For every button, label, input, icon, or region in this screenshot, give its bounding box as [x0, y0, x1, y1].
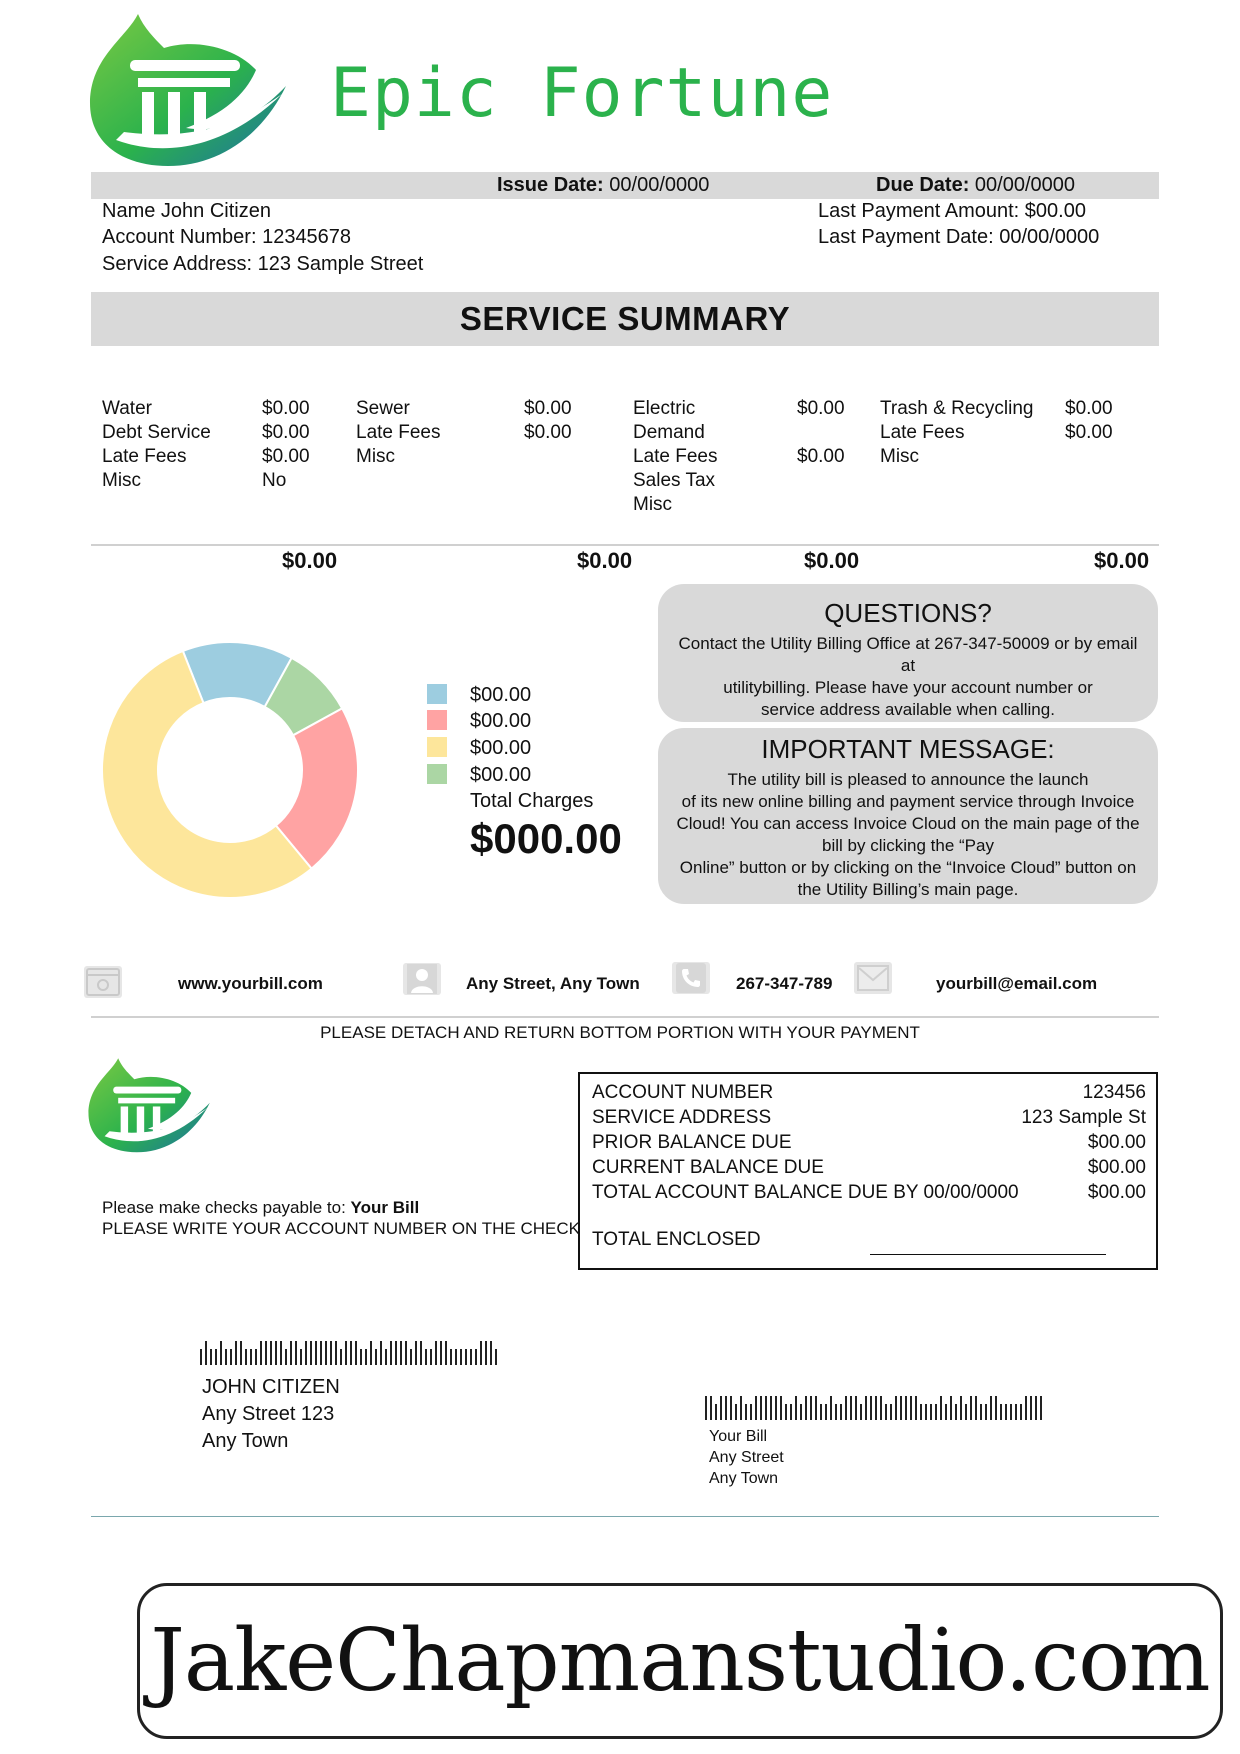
barcode-bar: [240, 1341, 242, 1365]
remit-row: [592, 1130, 1146, 1155]
barcode-bar: [1010, 1404, 1012, 1420]
customer-name: Name John Citizen: [102, 200, 271, 222]
remit-row: [592, 1180, 1146, 1205]
remit-row: [592, 1105, 1146, 1130]
important-line: the Utility Billing’s main page.: [797, 880, 1019, 899]
account-instruction: PLEASE WRITE YOUR ACCOUNT NUMBER ON THE CHECK: [102, 1219, 580, 1238]
barcode-bar: [860, 1404, 862, 1420]
contact-phone: 267-347-789: [736, 974, 833, 993]
watermark-text: JakeChapmanstudio.com: [150, 1611, 1210, 1711]
svc-label: Misc: [633, 494, 673, 515]
return-to-name: Your Bill: [709, 1428, 768, 1445]
barcode-bar: [850, 1396, 852, 1420]
barcode-bar: [270, 1341, 272, 1365]
legend-value: $00.00: [470, 710, 532, 732]
barcode-bar: [805, 1396, 807, 1420]
barcode-bar: [445, 1341, 447, 1365]
total-charges-amount: $000.00: [470, 815, 622, 862]
barcode-bar: [320, 1341, 322, 1365]
barcode-bar: [325, 1341, 327, 1365]
barcode-bar: [810, 1396, 812, 1420]
barcode-bar: [905, 1396, 907, 1420]
svc-value: $0.00: [262, 422, 310, 443]
service-summary-header: [91, 292, 1159, 346]
important-line: The utility bill is pleased to announce the launch: [727, 770, 1089, 789]
questions-title: QUESTIONS?: [824, 598, 992, 628]
barcode-bar: [965, 1404, 967, 1420]
remit-label: SERVICE ADDRESS: [592, 1107, 772, 1128]
barcode-bar: [825, 1404, 827, 1420]
remit-value: $00.00: [1087, 1132, 1146, 1153]
barcode-bar: [715, 1404, 717, 1420]
barcode-bar: [1000, 1404, 1002, 1420]
barcode-bar: [950, 1396, 952, 1420]
payable-prefix: Please make checks payable to:: [102, 1198, 351, 1217]
barcode-bar: [970, 1396, 972, 1420]
remit-label: ACCOUNT NUMBER: [592, 1082, 774, 1103]
barcode-bar: [315, 1341, 317, 1365]
svc-label: Electric: [633, 398, 696, 419]
barcode-bar: [745, 1404, 747, 1420]
service-address: Service Address: 123 Sample Street: [102, 253, 424, 275]
last-payment-date: Last Payment Date: 00/00/0000: [818, 226, 1100, 248]
svc-label: Misc: [880, 446, 920, 467]
legend-value: $00.00: [470, 737, 532, 759]
barcode-bar: [280, 1341, 282, 1365]
svc-label: Misc: [102, 470, 142, 491]
remit-label: TOTAL ACCOUNT BALANCE DUE BY 00/00/0000: [592, 1182, 1019, 1203]
barcode-bar: [1030, 1396, 1032, 1420]
svc-label: Late Fees: [880, 422, 965, 443]
important-line: Cloud! You can access Invoice Cloud on the main page of the: [676, 814, 1140, 833]
barcode-bar: [260, 1341, 262, 1365]
barcode-bar: [435, 1341, 437, 1365]
barcode-bar: [220, 1341, 222, 1365]
questions-line: utilitybilling. Please have your account number or: [723, 678, 1093, 697]
barcode-bar: [205, 1341, 207, 1365]
phone-icon: [672, 962, 710, 994]
barcode-bar: [235, 1341, 237, 1365]
questions-box: [658, 584, 1158, 722]
barcode-bar: [230, 1349, 232, 1365]
barcode-bar: [765, 1396, 767, 1420]
donut-svg: [96, 636, 364, 904]
barcode-bar: [455, 1349, 457, 1365]
svc-value: No: [262, 470, 287, 491]
svc-label: Late Fees: [356, 422, 441, 443]
return-to-barcode: [705, 1396, 1045, 1425]
barcode-icon: [705, 1396, 1045, 1420]
barcode-bar: [470, 1349, 472, 1365]
barcode-bar: [475, 1349, 477, 1365]
payable-payee: Your Bill: [350, 1198, 420, 1217]
barcode-bar: [885, 1404, 887, 1420]
questions-line: Contact the Utility Billing Office at 267-347-50009 or by email at: [678, 634, 1138, 675]
mail-to-street: Any Street 123: [202, 1403, 335, 1425]
summary-divider: [91, 544, 1159, 546]
barcode-bar: [955, 1404, 957, 1420]
return-to-street: Any Street: [709, 1449, 784, 1466]
barcode-bar: [450, 1349, 452, 1365]
barcode-bar: [1025, 1396, 1027, 1420]
barcode-bar: [420, 1341, 422, 1365]
contact-address: Any Street, Any Town: [466, 974, 640, 993]
barcode-bar: [1040, 1396, 1042, 1420]
barcode-bar: [760, 1396, 762, 1420]
barcode-bar: [995, 1396, 997, 1420]
barcode-bar: [795, 1396, 797, 1420]
barcode-bar: [750, 1404, 752, 1420]
barcode-bar: [1005, 1404, 1007, 1420]
important-title: IMPORTANT MESSAGE:: [761, 734, 1055, 764]
barcode-bar: [430, 1349, 432, 1365]
barcode-bar: [740, 1396, 742, 1420]
subtotal-sewer: $0.00: [577, 548, 633, 573]
barcode-bar: [780, 1396, 782, 1420]
svc-value: $0.00: [524, 422, 572, 443]
barcode-bar: [375, 1349, 377, 1365]
barcode-bar: [480, 1341, 482, 1365]
barcode-bar: [785, 1404, 787, 1420]
svc-label: Water: [102, 398, 152, 419]
legend-swatch: [427, 737, 447, 757]
barcode-bar: [365, 1349, 367, 1365]
barcode-bar: [495, 1349, 497, 1365]
barcode-bar: [880, 1396, 882, 1420]
important-line: Online” button or by clicking on the “Invoice Cloud” button on: [679, 858, 1137, 877]
barcode-bar: [275, 1341, 277, 1365]
barcode-bar: [335, 1341, 337, 1365]
barcode-bar: [395, 1341, 397, 1365]
barcode-bar: [245, 1349, 247, 1365]
barcode-bar: [385, 1349, 387, 1365]
barcode-bar: [370, 1341, 372, 1365]
barcode-bar: [875, 1396, 877, 1420]
barcode-bar: [730, 1396, 732, 1420]
barcode-bar: [980, 1404, 982, 1420]
barcode-bar: [1015, 1404, 1017, 1420]
barcode-bar: [305, 1341, 307, 1365]
barcode-bar: [990, 1396, 992, 1420]
barcode-bar: [210, 1349, 212, 1365]
svc-label: Sales Tax: [633, 470, 716, 491]
remit-label: PRIOR BALANCE DUE: [592, 1132, 792, 1153]
svc-label: Sewer: [356, 398, 410, 419]
barcode-bar: [710, 1396, 712, 1420]
return-to-town: Any Town: [709, 1470, 779, 1487]
svc-value: $0.00: [1065, 422, 1113, 443]
barcode-icon: [200, 1341, 500, 1365]
barcode-bar: [425, 1349, 427, 1365]
svc-value: $0.00: [797, 446, 845, 467]
legend-value: $00.00: [470, 684, 532, 706]
barcode-bar: [870, 1396, 872, 1420]
barcode-bar: [945, 1404, 947, 1420]
barcode-bar: [295, 1341, 297, 1365]
barcode-bar: [250, 1349, 252, 1365]
barcode-bar: [215, 1349, 217, 1365]
barcode-bar: [815, 1396, 817, 1420]
remittance-logo: [86, 1054, 216, 1154]
barcode-bar: [895, 1396, 897, 1420]
barcode-bar: [800, 1404, 802, 1420]
footer-divider: [91, 1516, 1159, 1517]
subtotal-electric: $0.00: [804, 548, 860, 573]
barcode-bar: [735, 1404, 737, 1420]
barcode-bar: [910, 1396, 912, 1420]
legend-swatch: [427, 764, 447, 784]
barcode-bar: [830, 1396, 832, 1420]
contact-website: www.yourbill.com: [178, 974, 323, 993]
barcode-bar: [390, 1341, 392, 1365]
barcode-bar: [340, 1349, 342, 1365]
barcode-bar: [345, 1341, 347, 1365]
barcode-bar: [835, 1404, 837, 1420]
account-number: Account Number: 12345678: [102, 226, 352, 248]
barcode-bar: [200, 1349, 202, 1365]
questions-body: [658, 633, 1158, 721]
barcode-bar: [845, 1396, 847, 1420]
barcode-bar: [1020, 1404, 1022, 1420]
svc-label: Misc: [356, 446, 396, 467]
barcode-bar: [840, 1404, 842, 1420]
barcode-bar: [855, 1396, 857, 1420]
due-date-label: Due Date:: [876, 174, 970, 196]
barcode-bar: [415, 1341, 417, 1365]
remit-row: [592, 1080, 1146, 1105]
mail-to-town: Any Town: [202, 1430, 289, 1452]
barcode-bar: [285, 1349, 287, 1365]
barcode-bar: [485, 1341, 487, 1365]
barcode-bar: [790, 1404, 792, 1420]
svc-value: $0.00: [524, 398, 572, 419]
svc-value: $0.00: [262, 446, 310, 467]
barcode-bar: [330, 1341, 332, 1365]
brand-name: Epic Fortune: [330, 54, 834, 133]
barcode-bar: [985, 1404, 987, 1420]
questions-line: service address available when calling.: [761, 700, 1055, 719]
remit-value: 123 Sample St: [1021, 1107, 1146, 1128]
leaf-pillar-logo-icon: [86, 1054, 216, 1154]
remit-value: $00.00: [1087, 1182, 1146, 1203]
barcode-bar: [360, 1349, 362, 1365]
remit-value: $00.00: [1087, 1157, 1146, 1178]
barcode-bar: [490, 1341, 492, 1365]
important-message-box: [658, 728, 1158, 904]
barcode-bar: [380, 1341, 382, 1365]
legend-value: $00.00: [470, 764, 532, 786]
svc-label: Late Fees: [102, 446, 187, 467]
barcode-bar: [410, 1349, 412, 1365]
barcode-bar: [925, 1404, 927, 1420]
barcode-bar: [960, 1396, 962, 1420]
barcode-bar: [900, 1396, 902, 1420]
svc-value: $0.00: [262, 398, 310, 419]
svc-label: Demand: [633, 422, 705, 443]
svc-value: $0.00: [1065, 398, 1113, 419]
browser-icon: [84, 966, 122, 998]
remit-row: [592, 1155, 1146, 1180]
total-charges-label: Total Charges: [470, 790, 594, 812]
barcode-bar: [920, 1404, 922, 1420]
barcode-bar: [300, 1349, 302, 1365]
barcode-bar: [350, 1341, 352, 1365]
barcode-bar: [890, 1404, 892, 1420]
important-line: bill by clicking the “Pay: [822, 836, 994, 855]
payable-line: [102, 1198, 419, 1218]
remittance-box: [578, 1072, 1158, 1270]
charges-donut-chart: [96, 636, 364, 904]
mail-icon: [854, 962, 892, 994]
barcode-bar: [440, 1341, 442, 1365]
barcode-bar: [865, 1396, 867, 1420]
issue-date-value: 00/00/0000: [609, 174, 710, 196]
total-enclosed-field[interactable]: [870, 1254, 1106, 1255]
barcode-bar: [225, 1349, 227, 1365]
barcode-bar: [775, 1396, 777, 1420]
service-summary-title: SERVICE SUMMARY: [459, 300, 791, 337]
barcode-bar: [755, 1396, 757, 1420]
barcode-bar: [355, 1341, 357, 1365]
barcode-bar: [820, 1404, 822, 1420]
barcode-bar: [1035, 1396, 1037, 1420]
remit-value: 123456: [1082, 1082, 1146, 1103]
legend-swatch: [427, 710, 447, 730]
barcode-bar: [915, 1396, 917, 1420]
barcode-bar: [465, 1349, 467, 1365]
svc-value: $0.00: [797, 398, 845, 419]
mail-to-barcode: [200, 1341, 500, 1370]
barcode-bar: [265, 1341, 267, 1365]
barcode-bar: [930, 1404, 932, 1420]
subtotal-water: $0.00: [282, 548, 338, 573]
important-body: [658, 769, 1158, 901]
due-date: [876, 174, 1075, 197]
detach-divider: [91, 1016, 1159, 1018]
barcode-bar: [770, 1396, 772, 1420]
svc-label: Late Fees: [633, 446, 718, 467]
leaf-pillar-logo-icon: [86, 8, 296, 168]
issue-date-label: Issue Date:: [497, 174, 604, 196]
person-icon: [403, 963, 441, 995]
brand-logo: [86, 8, 296, 168]
important-line: of its new online billing and payment service through Invoice: [681, 792, 1135, 811]
barcode-bar: [290, 1341, 292, 1365]
svc-label: Debt Service: [102, 422, 211, 443]
barcode-bar: [255, 1349, 257, 1365]
mail-to-name: JOHN CITIZEN: [202, 1376, 340, 1398]
remit-label: CURRENT BALANCE DUE: [592, 1157, 824, 1178]
watermark-box: [137, 1583, 1223, 1739]
barcode-bar: [720, 1396, 722, 1420]
barcode-bar: [460, 1349, 462, 1365]
svc-label: Trash & Recycling: [880, 398, 1034, 419]
barcode-bar: [405, 1341, 407, 1365]
barcode-bar: [975, 1396, 977, 1420]
barcode-bar: [725, 1396, 727, 1420]
detach-note: PLEASE DETACH AND RETURN BOTTOM PORTION WITH YOUR PAYMENT: [320, 1023, 920, 1042]
due-date-value: 00/00/0000: [974, 174, 1076, 196]
last-payment-amount: Last Payment Amount: $00.00: [818, 200, 1086, 222]
barcode-bar: [400, 1341, 402, 1365]
subtotal-trash: $0.00: [1094, 548, 1150, 573]
issue-date: [497, 174, 709, 197]
legend-swatch: [427, 684, 447, 704]
barcode-bar: [310, 1341, 312, 1365]
contact-email: yourbill@email.com: [936, 974, 1098, 993]
barcode-bar: [940, 1396, 942, 1420]
barcode-bar: [705, 1396, 707, 1420]
total-enclosed-label: TOTAL ENCLOSED: [592, 1229, 761, 1250]
barcode-bar: [935, 1404, 937, 1420]
